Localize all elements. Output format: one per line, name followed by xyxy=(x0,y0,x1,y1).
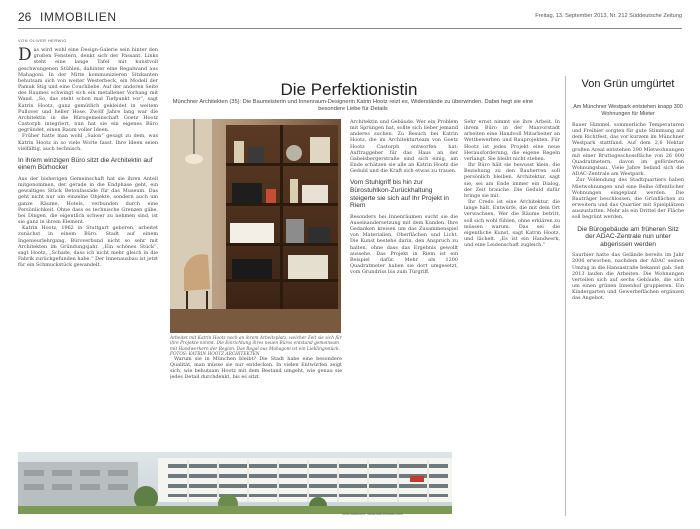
article-column-1 xyxy=(18,38,158,450)
page-header xyxy=(18,10,682,26)
paragraph: Besonders bei Innenräumen sucht sie die Auseinandersetzung mit dem Kunden. Ihre Gedanken kreisen um das Zusammenspiel von Materialien, Oberflächen und Licht. Die Kunst bestehe darin, den Anspruch zu halten, ohne dass das Ergebnis gewollt aussehe. Das Projekt in Riem ist ein Beispiel dafür. Mehr als 1200 Quadratmeter haben sie dort umgesetzt, vom Grundriss bis zum Türgriff. xyxy=(350,213,458,276)
paragraph: Zur Vollendung des Stadtquartiers haben Mietwohnungen und eine Reihe öffentlicher Wohnungen eingeplant werden. Die Bauträger beschlossen, die Grünflächen zu erweitern und das Quartier mit Spielplätzen auszustatten. Mehr als ein Drittel der Fläche soll begrünt werden. xyxy=(572,177,684,221)
caption-credit: FOTOS: KATRIN HOOTZ ARCHITEKTEN xyxy=(170,352,260,358)
paragraph: Sehr ernst nimmt sie ihre Arbeit. In ihrem Büro in der Maxvorstadt arbeiten eine Handvoll Mitarbeiter an Wettbewerben und Bauprojekten. Für Hootz ist jedes Projekt eine neue Herausforderung, die eigene Regeln verlangt. Sie bleibt nicht stehen. xyxy=(464,119,560,162)
building-illustration xyxy=(18,452,452,514)
dropcap: D xyxy=(18,45,32,66)
page-number: 26 xyxy=(18,10,32,24)
paragraph: Ihr Credo ist eine Architektur, die lange hält. Entwürfe, die mit dem Ort verwachsen. Wer die Räume betritt, soll sich wohl fühlen, ohne erklären zu müssen warum. Das sei die eigentliche Kunst, sagt Katrin Hootz, und lächelt. „Es ist ein Handwerk, und eine Leidenschaft zugleich.“ xyxy=(464,199,560,249)
intro-text: as wird wohl eine Design-Galerie sein hinter den großen Fenstern, denkt sich der Passant. Links steht eine lange Tafel mit kunstvoll geschwungenen Stühlen, dahinter eine Regalwand aus Mahagoni. In der Mitte kommunizieren Sitzkanten behutsam sich von weiter Westerbeck, ein Modell der Pamuk Stig und eine Couchliebe. Auf der anderen Seite des Raumes schwingt sich ein metallener Vorhang mit Wand. „So, das steht schon mal Tiefpunkt vor“, sagt Katrin Hootz, ganz gemütlich gekleidet in weitem Pullover und heller Hose. Zwölf Jahre lang war die Architektin in die Bürogemeinschaft Goetz Hootz Castorph integriert, nun hat sie ein eigenes Büro gegründet, einen Raum voller Ideen. xyxy=(18,47,158,134)
building-photo xyxy=(18,452,452,514)
sidebar-deck: Am Münchner Westpark entstehen knapp 300 Wohnungen für Mieter xyxy=(573,104,683,117)
subhead: Die Bürogebäude am früheren Sitz der ADAC-Zentrale nun unter abgerissen werden xyxy=(577,225,679,248)
article-deck: Münchner Architekten (35): Die Baumeisterin und Innenraum-Designerin Katrin Hootz reizt es, Widerstände zu überwinden. Dabei hegt sie eine besondere Liebe für Details xyxy=(172,99,534,112)
subhead: Vom Stuhlgriff bis hin zur Bürostuhlkon-Zurückhaltung steigerte sie sich auf Ihr Projekt in Riem xyxy=(350,179,449,210)
paragraph: Bauer Himmel, sommerliche Temperaturen und Freibier sorgten für gute Stimmung auf dem Richtfest, das vor kurzem im Münchner Westpark stattfand. Auf dem 2,6 Hektar großen Areal entstehen 290 Mietwohnungen mit einer Bruttogeschossfläche von 26 000 Quadratmetern, davon im geförderten Wohnungsbau. Viele Jahre befand sich die ADAC-Zentrale am Westpark. xyxy=(572,122,684,178)
intro-paragraph xyxy=(18,47,158,133)
article-column-2a xyxy=(170,356,342,450)
subhead: In ihrem winzigen Büro sitzt die Architektin auf einem Bürhocker xyxy=(18,156,153,172)
section-title: IMMOBILIEN xyxy=(40,10,117,24)
caption-text: Arbeitet mit Katrin Hootz noch an ihrem Arbeitsplatz, welcher Zeit sie sich für ihre Projekte nimmt. Die Einrichtung ihres neuen Büros entstand gemeinsam mit Handwerkern der Region. Das Regal aus Mahagoni ist ein Lieblingsstück. xyxy=(170,336,342,352)
paragraph: Architektin und Gebäude. Wer ein Problem mit Sprüngen hat, sollte sich lieber jemand anderes suchen. Zu Besuch bei Katrin Hootz, die im Architekturteam von Goetz Hootz Castorph entworfen hat: Auftraggeber für das Haus an der Gabelsbergerstraße sind sich einig, am Ende schätzen sie alle an Katrin Hootz die Geduld und die Kraft sich etwas zu trauen. xyxy=(350,119,458,175)
photo-caption xyxy=(170,336,342,358)
paragraph: Warum sie in München bleibt? Die Stadt habe eine besondere Qualität, man müsse sie nur entdecken. In vielen Entwürfen zeigt sich, wie behutsam Hootz mit dem Bestand umgeht, wie genau sie jedes Detail durchdenkt, bis es sitzt. xyxy=(170,356,342,381)
article-column-2 xyxy=(350,119,458,449)
interior-shelf-illustration xyxy=(170,119,341,333)
paragraph: Saurbier hatte das Gelände bereits im Jahr 2006 erworben, nachdem der ADAC seinen Umzug in die Hansastraße bekannt gab. Seit 2013 laufen die Arbeiten. Die Wohnungen verteilen sich auf sechs Gebäude, die sich um einen grünen Innenhof gruppieren. Ein Kindergarten und Gewerbeflächen ergänzen das Angebot. xyxy=(572,252,684,302)
interior-shelf-photo xyxy=(170,119,341,333)
paragraph: Katrin Hootz, 1962 in Stuttgart geboren, arbeitet zunächst in einem Büro. Stadt auf einem Ingenieurlehrgang. Büroverbund nicht so sehr mit Architekten im Gründungsjahr. „Ein schönes Stück“, sagt Hootz, „Schade, dass ich nicht mehr gleich in die Fabrik zurückgefunden habe.“ Der Innenausbau ist jetzt für ein Schmuckstück gewandelt. xyxy=(18,225,158,269)
article-column-3 xyxy=(464,119,560,514)
paragraph: Aus der bisherigen Gemeinschaft hat sie ihren Anteil mitgenommen, der gerade in die Endphase geht, ein gewaltiges Stück Betonfassade für das Museum. Das geht nicht nur um einzelne Objekte, sondern auch um ganze Räume, Hotels, verbunden durch eine Persönlichkeit. Ohne dass es technische Grenzen gäbe, bei Dingen, die eigentlich schwer zu nehmen sind, ist sie ganz in ihrem Element. xyxy=(18,176,158,226)
photo-credit: Informationen: www.katrinhootz.com xyxy=(342,512,404,516)
issue-info: Freitag, 13. September 2013, Nr. 212 Süddeutsche Zeitung xyxy=(535,13,682,19)
paragraph: Früher hatte man wohl „Salon“ gesagt zu dem, was Katrin Hootz in so viele Worte fasst. Ihre Ideen seien vielfältig, auch technisch. xyxy=(18,133,158,152)
sidebar-divider xyxy=(565,76,566,516)
article-headline: Die Perfektionistin xyxy=(280,80,418,99)
byline: VON OLIVER HERWIG xyxy=(18,38,67,43)
paragraph: Ihr Büro hält sie bewusst klein, die Beziehung zu den Bauherren soll persönlich bleiben. Architektur, sagt sie, sei am Ende immer ein Dialog, der Zeit brauche. Die Geduld dafür bringe sie mit. xyxy=(464,162,560,199)
sidebar-column xyxy=(572,122,684,514)
sidebar-headline: Von Grün umgürtet xyxy=(581,78,675,90)
header-rule xyxy=(18,28,682,29)
